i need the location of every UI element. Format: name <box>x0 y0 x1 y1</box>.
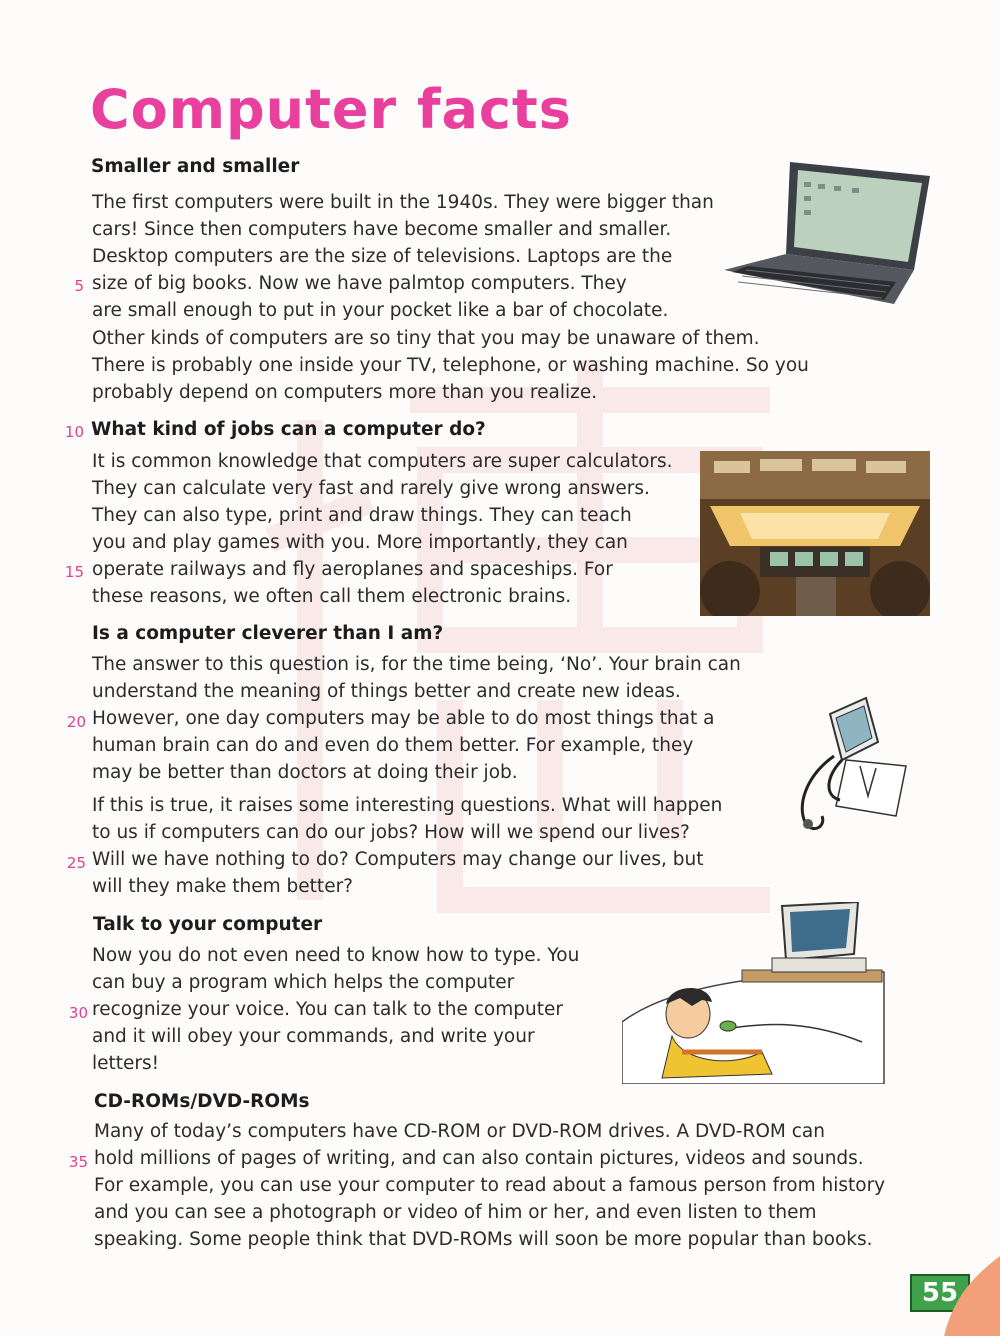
body-line: cars! Since then computers have become smaller and smaller. <box>92 219 672 240</box>
line-number: 5 <box>74 277 84 295</box>
body-line: Now you do not even need to know how to type. You <box>92 945 580 966</box>
body-line: speaking. Some people think that DVD-ROMs will soon be more popular than books. <box>94 1229 873 1250</box>
body-line: will they make them better? <box>92 876 353 897</box>
page-title: Computer facts <box>90 78 572 141</box>
body-line: They can calculate very fast and rarely give wrong answers. <box>92 478 650 499</box>
section-heading-jobs: What kind of jobs can a computer do? <box>91 419 486 440</box>
body-line: may be better than doctors at doing their job. <box>92 762 518 783</box>
line-number: 20 <box>66 713 86 731</box>
section-heading-cdrom: CD-ROMs/DVD-ROMs <box>94 1091 310 1112</box>
body-line: There is probably one inside your TV, telephone, or washing machine. So you <box>92 355 809 376</box>
line-number: 25 <box>66 854 86 872</box>
body-line: They can also type, print and draw things. They can teach <box>92 505 632 526</box>
line-number: 10 <box>64 423 84 441</box>
body-line: can buy a program which helps the computer <box>92 972 515 993</box>
line-number: 30 <box>68 1004 88 1022</box>
body-line: these reasons, we often call them electronic brains. <box>92 586 572 607</box>
body-line: It is common knowledge that computers are super calculators. <box>92 451 673 472</box>
body-line: The first computers were built in the 1940s. They were bigger than <box>92 192 714 213</box>
body-line: human brain can do and even do them better. For example, they <box>92 735 694 756</box>
body-line: hold millions of pages of writing, and can also contain pictures, videos and sounds. <box>94 1148 864 1169</box>
page-number: 55 <box>910 1274 970 1312</box>
cockpit-photo <box>700 451 930 616</box>
body-line: Will we have nothing to do? Computers may change our lives, but <box>92 849 704 870</box>
body-line: letters! <box>92 1053 160 1074</box>
body-line: If this is true, it raises some interesting questions. What will happen <box>92 795 723 816</box>
body-line: and you can see a photograph or video of him or her, and even listen to them <box>94 1202 817 1223</box>
laptop-illustration <box>718 158 933 306</box>
body-line: to us if computers can do our jobs? How will we spend our lives? <box>92 822 690 843</box>
line-number: 15 <box>64 563 84 581</box>
body-line: you and play games with you. More importantly, they can <box>92 532 628 553</box>
body-line: are small enough to put in your pocket like a bar of chocolate. <box>92 300 669 321</box>
body-line: and it will obey your commands, and write your <box>92 1026 535 1047</box>
body-line: size of big books. Now we have palmtop computers. They <box>92 273 627 294</box>
body-line: Desktop computers are the size of televisions. Laptops are the <box>92 246 673 267</box>
body-line: probably depend on computers more than you realize. <box>92 382 598 403</box>
body-line: understand the meaning of things better and create new ideas. <box>92 681 681 702</box>
computer-doctor-illustration <box>796 696 914 838</box>
body-line: Many of today’s computers have CD-ROM or DVD-ROM drives. A DVD-ROM can <box>94 1121 825 1142</box>
body-line: recognize your voice. You can talk to the computer <box>92 999 563 1020</box>
body-line: Other kinds of computers are so tiny that you may be unaware of them. <box>92 328 760 349</box>
body-line: However, one day computers may be able to do most things that a <box>92 708 715 729</box>
body-line: For example, you can use your computer to read about a famous person from history <box>94 1175 886 1196</box>
section-heading-talk: Talk to your computer <box>93 914 323 935</box>
body-line: operate railways and fly aeroplanes and spaceships. For <box>92 559 613 580</box>
line-number: 35 <box>68 1153 88 1171</box>
corner-decoration <box>914 1256 1000 1336</box>
body-line: The answer to this question is, for the time being, ‘No’. Your brain can <box>92 654 741 675</box>
section-heading-smaller: Smaller and smaller <box>91 156 300 177</box>
section-heading-cleverer: Is a computer cleverer than I am? <box>92 623 444 644</box>
boy-talking-to-computer-illustration <box>622 902 892 1084</box>
